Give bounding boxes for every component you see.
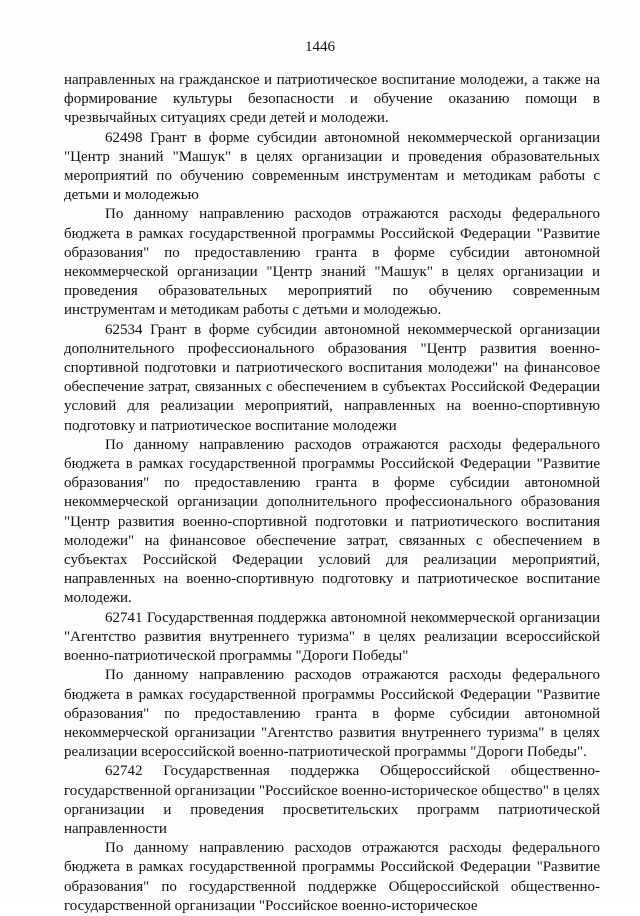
paragraph-62741-description: По данному направлению расходов отражаются расходы федерального бюджета в рамках государственной программы Российской Федерации "Развитие образования" по предоставлению гранта в форме субсидии автономной некоммерческой организации "Агентство развития внутреннего туризма" в целях реализации всероссийской военно-патриотической программы "Дороги Победы". (64, 667, 600, 761)
paragraph-62742-heading: 62742 Государственная поддержка Общероссийской общественно-государственной организации "Российское военно-историческое общество" в целях организации и проведения просветительских программ патриотической направленности (64, 763, 601, 837)
paragraph-62498-description: По данному направлению расходов отражаются расходы федерального бюджета в рамках государственной программы Российской Федерации "Развитие образования" по предоставлению гранта в форме субсидии автономной некоммерческой организации "Центр знаний "Машук" в целях организации и проведения образовательных мероприятий по обучению современным инструментам и методикам работы с детьми и молодежью. (64, 206, 600, 319)
paragraph-62742-description: По данному направлению расходов отражаются расходы федерального бюджета в рамках государственной программы Российской Федерации "Развитие образования" по государственной поддержке Общероссийской общественно-государственной организации "Российское военно-историческое (64, 840, 600, 914)
paragraph-62741-heading: 62741 Государственная поддержка автономной некоммерческой организации "Агентство развития внутреннего туризма" в целях реализации всероссийской военно-патриотической программы "Дороги Победы" (64, 609, 600, 665)
paragraph-62498-heading: 62498 Грант в форме субсидии автономной некоммерческой организации "Центр знаний "Машук" в целях организации и проведения образовательных мероприятий по обучению современным инструментам и методикам работы с детьми и молодежью (64, 129, 600, 204)
page-number: 1446 (305, 39, 335, 55)
paragraph-continuation: направленных на гражданское и патриотическое воспитание молодежи, а также на формирование культуры безопасности и обучение оказанию помощи в чрезвычайных ситуациях среди детей и молодежи. (64, 72, 600, 127)
paragraph-62534-heading: 62534 Грант в форме субсидии автономной некоммерческой организации дополнительного профессионального образования "Центр развития военно-спортивной подготовки и патриотического воспитания молодежи" на финансовое обеспечение затрат, связанных с обеспечением в субъектах Российской Федерации условий для реализации мероприятий, направленных на военно-спортивную подготовку и патриотическое воспитание молодежи (64, 321, 600, 434)
document-body (64, 71, 600, 916)
paragraph-62534-description: По данному направлению расходов отражаются расходы федерального бюджета в рамках государственной программы Российской Федерации "Развитие образования" по предоставлению гранта в форме субсидии автономной некоммерческой организации дополнительного профессионального образования "Центр развития военно-спортивной подготовки и патриотического воспитания молодежи" на финансовое обеспечение затрат, связанных с обеспечением в субъектах Российской Федерации условий для реализации мероприятий, направленных на военно-спортивную подготовку и патриотическое воспитание молодежи. (64, 436, 600, 607)
